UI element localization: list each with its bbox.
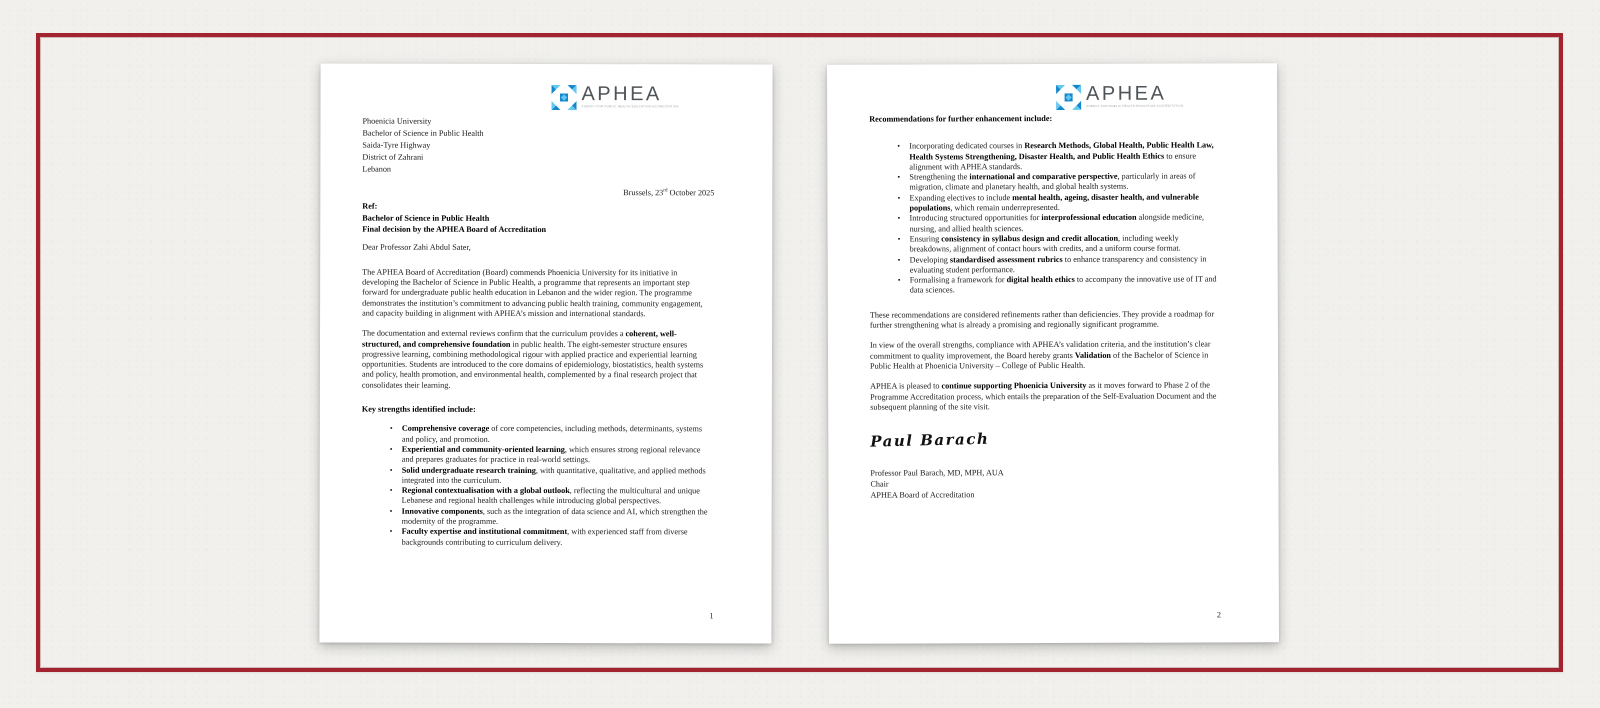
recommendation-item: • Expanding electives to include mental health, ageing, disaster health, and vulnerable populations, which remain underrepresented.: [897, 192, 1219, 214]
date-line: Brussels, 23rd October 2025: [623, 187, 715, 198]
page-number: 2: [1216, 610, 1221, 620]
signatory-title: Chair: [870, 479, 889, 490]
aphea-wordmark: APHEA: [1085, 82, 1167, 105]
recommendation-item: • Developing standardised assessment rubrics to enhance transparency and consistency in evaluating student performance.: [898, 254, 1220, 276]
reference-decision: Final decision by the APHEA Board of Accreditation: [362, 224, 547, 234]
aphea-tagline: AGENCY FOR PUBLIC HEALTH EDUCATION ACCREDITATION: [1086, 103, 1184, 108]
body-paragraph: The APHEA Board of Accreditation (Board) commends Phoenicia University for its initiative in developing the Bachelor of Science in Public Health, a programme that represents an important step forward for undergraduate public health education in Lebanon and the wider region. The programme demonstrates the institution’s commitment to advancing public health training, community engagement, and capacity building in alignment with APHEA’s mission and international standards.: [362, 267, 703, 319]
strengths-list: [390, 424, 714, 548]
strength-item: • Innovative components, such as the integration of data science and AI, which strengthen the modernity of the programme.: [390, 506, 714, 527]
salutation: Dear Professor Zahi Abdul Sater,: [362, 242, 471, 252]
strength-item: • Experiential and community-oriented learning, which ensures strong regional relevance and prepares graduates for practice in real-world settings.: [390, 445, 714, 466]
strength-item: • Solid undergraduate research training, with quantitative, qualitative, and applied methods integrated into the curriculum.: [390, 465, 714, 486]
recommendations-heading: Recommendations for further enhancement include:: [869, 114, 1053, 124]
reference-label: Ref:: [362, 201, 378, 211]
strength-item: • Comprehensive coverage of core competencies, including methods, determinants, systems and policy, and promotion.: [390, 424, 714, 445]
address-line: Lebanon: [362, 164, 392, 174]
reference-block: [362, 201, 714, 236]
strength-item: • Faculty expertise and institutional commitment, with experienced staff from diverse backgrounds contributing to curriculum delivery.: [390, 527, 714, 548]
aphea-tagline: AGENCY FOR PUBLIC HEALTH EDUCATION ACCREDITATION: [581, 104, 679, 109]
body-paragraph: These recommendations are considered refinements rather than deficiencies. They provide a roadmap for further strengthening what is already a promising and regionally significant programme.: [869, 309, 1215, 330]
page-2-content: [827, 63, 1279, 644]
aphea-wordmark: APHEA: [581, 83, 662, 106]
recommendation-item: • Incorporating dedicated courses in Research Methods, Global Health, Public Health Law, Health Systems Strengthening, Disaster Health, and Public Health Ethics to ensure alignment with APHEA standards.: [897, 141, 1219, 173]
red-border-frame: [36, 33, 1563, 672]
address-line: Phoenicia University: [362, 116, 432, 126]
recommendation-item: • Formalising a framework for digital health ethics to accompany the innovative use of IT and data sciences.: [898, 275, 1220, 297]
signoff-block: [870, 467, 1220, 501]
recommendation-item: • Strengthening the international and comparative perspective, particularly in areas of migration, climate and planetary health, and global health systems.: [897, 172, 1219, 194]
body-paragraph: In view of the overall strengths, compliance with APHEA’s validation criteria, and the institution’s clear commitment to quality improvement, the Board hereby grants Validation of the Bachelor of Science in Public Health at Phoenicia University – College of Public Health.: [869, 339, 1211, 371]
page-number: 1: [709, 611, 714, 621]
strength-item: • Regional contextualisation with a global outlook, reflecting the multicultural and unique Lebanese and regional health challenges while introducing global perspectives.: [390, 486, 714, 507]
page-1-content: [319, 64, 772, 644]
body-paragraph: APHEA is pleased to continue supporting Phoenicia University as it moves forward to Phase 2 of the Programme Accreditation process, which entails the preparation of the Self-Evaluation Document and the subsequent planning of the site visit.: [870, 380, 1217, 412]
recipient-address: [362, 116, 714, 177]
letter-page-2: [827, 63, 1279, 644]
key-strengths-heading: Key strengths identified include:: [361, 404, 476, 414]
letter-page-1: [319, 64, 772, 644]
recommendation-item: • Ensuring consistency in syllabus design and credit allocation, including weekly breakdowns, alignment of contact hours with credits, and a uniform course format.: [898, 233, 1220, 255]
body-paragraph: The documentation and external reviews confirm that the curriculum provides a coherent, well-structured, and comprehensive foundation in public health. The eight-semester structure ensures progressive learning, combining methodological rigour with applied practice and experiential learning opportunities. Students are introduced to the core domains of epidemiology, biostatistics, health systems and policy, health promotion, and environmental health, complemented by a final research project that consolidates their learning.: [361, 328, 704, 390]
recommendation-item: • Introducing structured opportunities for interprofessional education alongside medicine, nursing, and allied health sciences.: [898, 213, 1220, 235]
recommendations-list: [897, 141, 1220, 297]
address-line: District of Zahrani: [362, 152, 424, 162]
address-line: Bachelor of Science in Public Health: [362, 128, 484, 138]
address-line: Saida-Tyre Highway: [362, 140, 431, 150]
reference-subject: Bachelor of Science in Public Health: [362, 213, 490, 223]
signatory-name: Professor Paul Barach, MD, MPH, AUA: [870, 468, 1004, 479]
signature-script: Paul Barach: [870, 429, 990, 451]
signatory-organization: APHEA Board of Accreditation: [870, 490, 975, 501]
